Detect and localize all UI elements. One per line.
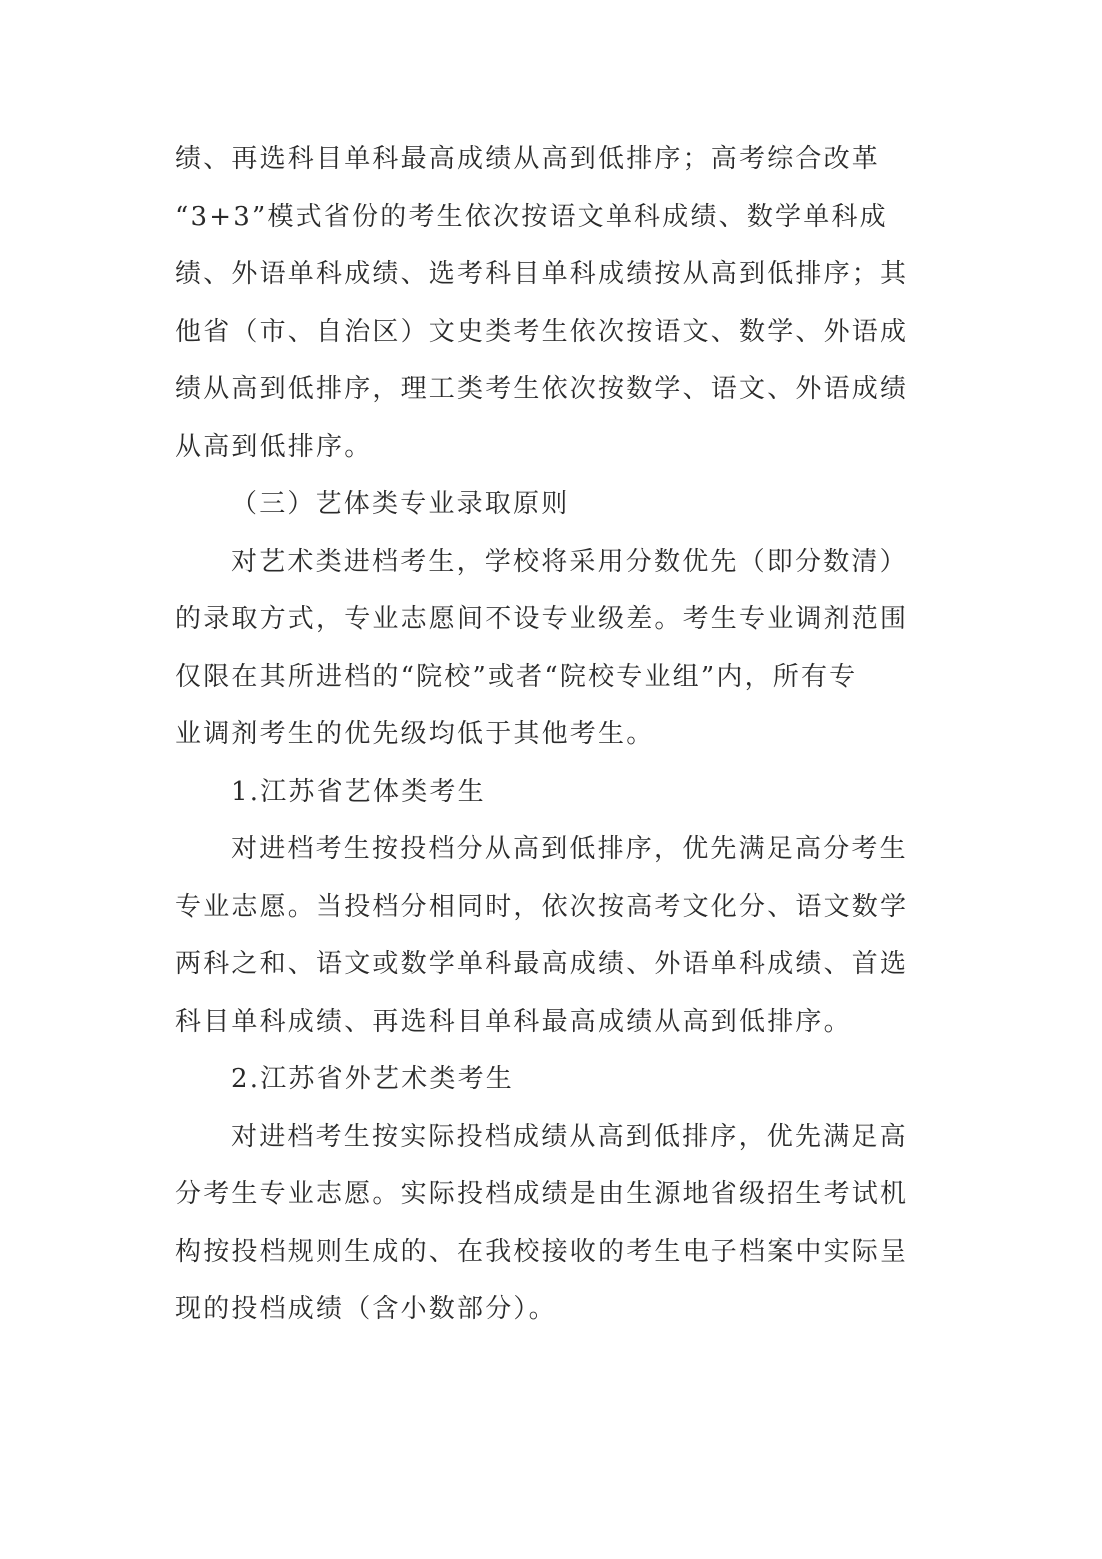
- text-line: 他省（市、自治区）文史类考生依次按语文、数学、外语成: [175, 316, 909, 347]
- section-heading-arts-sports-admission: （三）艺体类专业录取原则: [231, 489, 570, 519]
- text-line: 从高到低排序。: [175, 431, 373, 462]
- subheading-jiangsu-arts-sports: 1.江苏省艺体类考生: [231, 776, 486, 807]
- text-line: 对进档考生按投档分从高到低排序，优先满足高分考生: [231, 834, 908, 864]
- paragraph-jiangsu-ranking: [175, 821, 937, 1051]
- paragraph-outside-jiangsu-ranking: [175, 1109, 937, 1339]
- text-line: 分考生专业志愿。实际投档成绩是由生源地省级招生考试机: [175, 1179, 909, 1209]
- text-line: 现的投档成绩（含小数部分）。: [175, 1294, 557, 1324]
- text-line: 的录取方式，专业志愿间不设专业级差。考生专业调剂范围: [175, 604, 909, 634]
- subheading-outside-jiangsu-arts: 2.江苏省外艺术类考生: [231, 1064, 515, 1094]
- text-line: 绩、再选科目单科最高成绩从高到低排序；高考综合改革: [175, 144, 881, 174]
- text-line: 两科之和、语文或数学单科最高成绩、外语单科成绩、首选: [175, 949, 909, 979]
- document-page: [175, 131, 937, 1339]
- text-line: “3+3”模式省份的考生依次按语文单科成绩、数学单科成: [175, 201, 888, 232]
- text-line: 绩从高到低排序，理工类考生依次按数学、语文、外语成绩: [175, 374, 909, 404]
- text-line: 对进档考生按实际投档成绩从高到低排序，优先满足高: [231, 1121, 908, 1152]
- text-line: 仅限在其所进档的“院校”或者“院校专业组”内，所有专: [175, 661, 858, 692]
- text-line: 绩、外语单科成绩、选考科目单科成绩按从高到低排序；其: [175, 259, 909, 289]
- paragraph-arts-admission-method: [175, 534, 937, 764]
- text-line: 专业志愿。当投档分相同时，依次按高考文化分、语文数学: [175, 891, 909, 922]
- text-line: 对艺术类进档考生，学校将采用分数优先（即分数清）: [231, 546, 908, 577]
- paragraph-ranking-rules-continuation: [175, 131, 937, 476]
- text-line: 构按投档规则生成的、在我校接收的考生电子档案中实际呈: [175, 1236, 909, 1267]
- text-line: 科目单科成绩、再选科目单科最高成绩从高到低排序。: [175, 1006, 852, 1037]
- text-line: 业调剂考生的优先级均低于其他考生。: [175, 719, 655, 749]
